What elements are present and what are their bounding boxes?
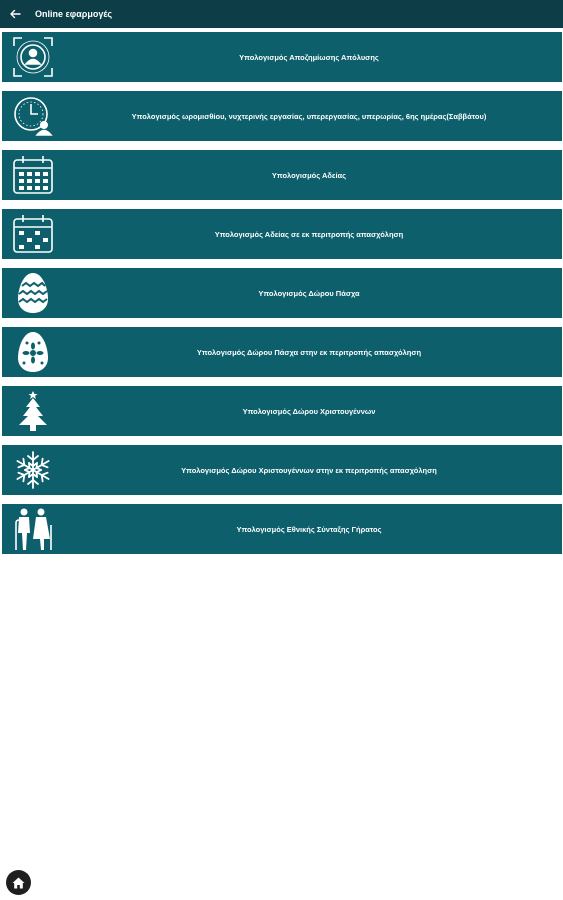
- home-icon: [12, 877, 25, 889]
- arrow-left-icon: [9, 8, 21, 20]
- list-item-label: Υπολογισμός Αδείας σε εκ περιτροπής απασχόληση: [214, 229, 404, 239]
- list-item-christmas-bonus[interactable]: [2, 386, 562, 436]
- calendar-icon: [10, 153, 56, 197]
- list-item-label: Υπολογισμός Αποζημίωσης Απόλυσης: [239, 52, 379, 62]
- easter-egg-icon: [10, 271, 56, 315]
- list-item-label: Υπολογισμός Δώρου Χριστουγέννων στην εκ περιτροπής απασχόληση: [181, 465, 437, 475]
- list-item-easter-bonus[interactable]: [2, 268, 562, 318]
- target-person-icon: [10, 35, 56, 79]
- home-button[interactable]: [6, 870, 31, 895]
- calculator-list: [0, 32, 563, 563]
- app-bar: [0, 0, 563, 28]
- list-item-label: Υπολογισμός Δώρου Πάσχα στην εκ περιτροπής απασχόληση: [196, 347, 422, 357]
- back-button[interactable]: [1, 0, 29, 28]
- list-item-label: Υπολογισμός ωρομισθίου, νυχτερινής εργασίας, υπερεργασίας, υπερωρίας, 6ης ημέρας(Σαββάτου): [131, 111, 487, 121]
- easter-egg-floral-icon: [10, 330, 56, 374]
- list-item-easter-bonus-rotational[interactable]: [2, 327, 562, 377]
- page-title: Online εφαρμογές: [35, 9, 113, 19]
- list-item-leave-rotational[interactable]: [2, 209, 562, 259]
- list-item-national-pension[interactable]: [2, 504, 562, 554]
- list-item-label: Υπολογισμός Αδείας: [271, 170, 347, 180]
- clock-person-icon: [10, 94, 56, 138]
- list-item-label: Υπολογισμός Δώρου Χριστουγέννων: [242, 406, 376, 416]
- calendar-partial-icon: [10, 212, 56, 256]
- list-item-severance[interactable]: [2, 32, 562, 82]
- list-item-leave[interactable]: [2, 150, 562, 200]
- list-item-christmas-bonus-rotational[interactable]: [2, 445, 562, 495]
- snowflake-icon: [10, 448, 56, 492]
- list-item-label: Υπολογισμός Εθνικής Σύνταξης Γήρατος: [236, 524, 382, 534]
- list-item-hourly-wage[interactable]: [2, 91, 562, 141]
- list-item-label: Υπολογισμός Δώρου Πάσχα: [258, 288, 360, 298]
- elderly-couple-icon: [10, 507, 56, 551]
- christmas-tree-icon: [10, 389, 56, 433]
